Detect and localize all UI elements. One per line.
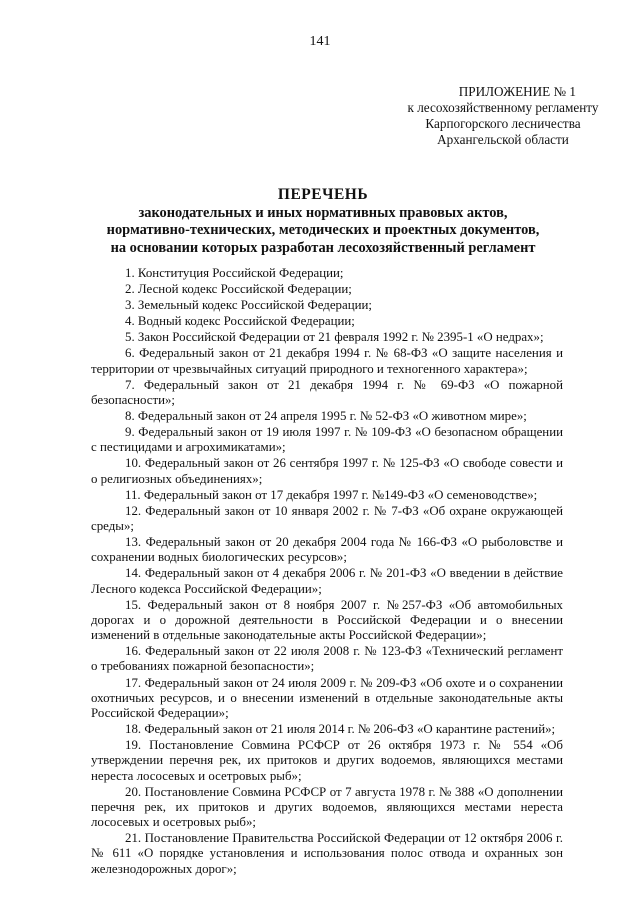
list-item: 1. Конституция Российской Федерации; [125,266,344,280]
list-item: 15. Федеральный закон от 8 ноября 2007 г. №257-ФЗ «Об автомобильных дорогах и о дорожной деятельности в Российской Федерации и о внесении изменений в отдельные законодательные акты Российской Федерации»; [91,597,563,643]
list-item: 20. Постановление Совмина РСФСР от 7 августа 1978 г. № 388 «О дополнении перечня рек, их притоков и других водоемов, являющихся местами нереста лососевых и осетровых рыб»; [91,784,563,830]
list-item: 13. Федеральный закон от 20 декабря 2004 года № 166-ФЗ «О рыболовстве и сохранении водных биологических ресурсов»; [91,535,563,565]
document-heading [90,186,556,257]
list-item: 7. Федеральный закон от 21 декабря 1994 г. № 69-ФЗ «О пожарной безопасности»; [91,377,563,407]
page-number: 141 [309,34,331,49]
list-item: 9. Федеральный закон от 19 июля 1997 г. № 109-ФЗ «О безопасном обращении с пестицидами и агрохимикатами»; [91,425,563,455]
list-item: 5. Закон Российской Федерации от 21 февраля 1992 г. № 2395-1 «О недрах»; [125,330,544,345]
list-item: 4. Водный кодекс Российской Федерации; [125,314,355,329]
heading-line: на основании которых разработан лесохозяйственный регламент [110,239,536,256]
appendix-line: Архангельской области [437,132,569,147]
appendix-title: ПРИЛОЖЕНИЕ № 1 [458,84,576,99]
list-item: 6. Федеральный закон от 21 декабря 1994 г. № 68-ФЗ «О защите населения и территории от чрезвычайных ситуаций природного и техногенного характера»; [91,346,563,376]
legal-acts-list [91,266,563,878]
list-item: 2. Лесной кодекс Российской Федерации; [125,282,352,297]
list-item: 18. Федеральный закон от 21 июля 2014 г. № 206-ФЗ «О карантине растений»; [125,722,556,737]
list-item: 14. Федеральный закон от 4 декабря 2006 г. № 201-ФЗ «О введении в действие Лесного кодекса Российской Федерации»; [91,566,563,596]
appendix-block [398,84,608,148]
appendix-line: Карпогорского лесничества [425,116,581,131]
appendix-line: к лесохозяйственному регламенту [407,100,599,115]
list-item: 3. Земельный кодекс Российской Федерации; [125,298,372,313]
list-item: 19. Постановление Совмина РСФСР от 26 октября 1973 г. № 554 «Об утверждении перечня рек, их притоков и других водоемов, являющихся местами нереста лососевых и осетровых рыб»; [91,738,563,783]
list-item: 10. Федеральный закон от 26 сентября 1997 г. № 125-ФЗ «О свободе совести и о религиозных объединениях»; [91,456,563,486]
heading-line: законодательных и иных нормативных правовых актов, [138,204,508,221]
list-item: 17. Федеральный закон от 24 июля 2009 г. № 209-ФЗ «Об охоте и о сохранении охотничьих ресурсов, и о внесении изменений в отдельные законодательные акты Российской Федерации»; [91,675,563,720]
list-item: 12. Федеральный закон от 10 января 2002 г. № 7-ФЗ «Об охране окружающей среды»; [91,503,563,534]
list-item: 8. Федеральный закон от 24 апреля 1995 г. № 52-ФЗ «О животном мире»; [125,409,527,424]
heading-title: ПЕРЕЧЕНЬ [277,186,369,203]
heading-line: нормативно-технических, методических и проектных документов, [106,222,540,238]
list-item: 21. Постановление Правительства Российской Федерации от 12 октября 2006 г. № 611 «О порядке установления и использования полос отвода и охранных зон железнодорожных дорог»; [91,831,563,876]
list-item: 16. Федеральный закон от 22 июля 2008 г. № 123-ФЗ «Технический регламент о требованиях пожарной безопасности»; [91,644,563,674]
list-item: 11. Федеральный закон от 17 декабря 1997 г. №149-ФЗ «О семеноводстве»; [125,487,538,502]
